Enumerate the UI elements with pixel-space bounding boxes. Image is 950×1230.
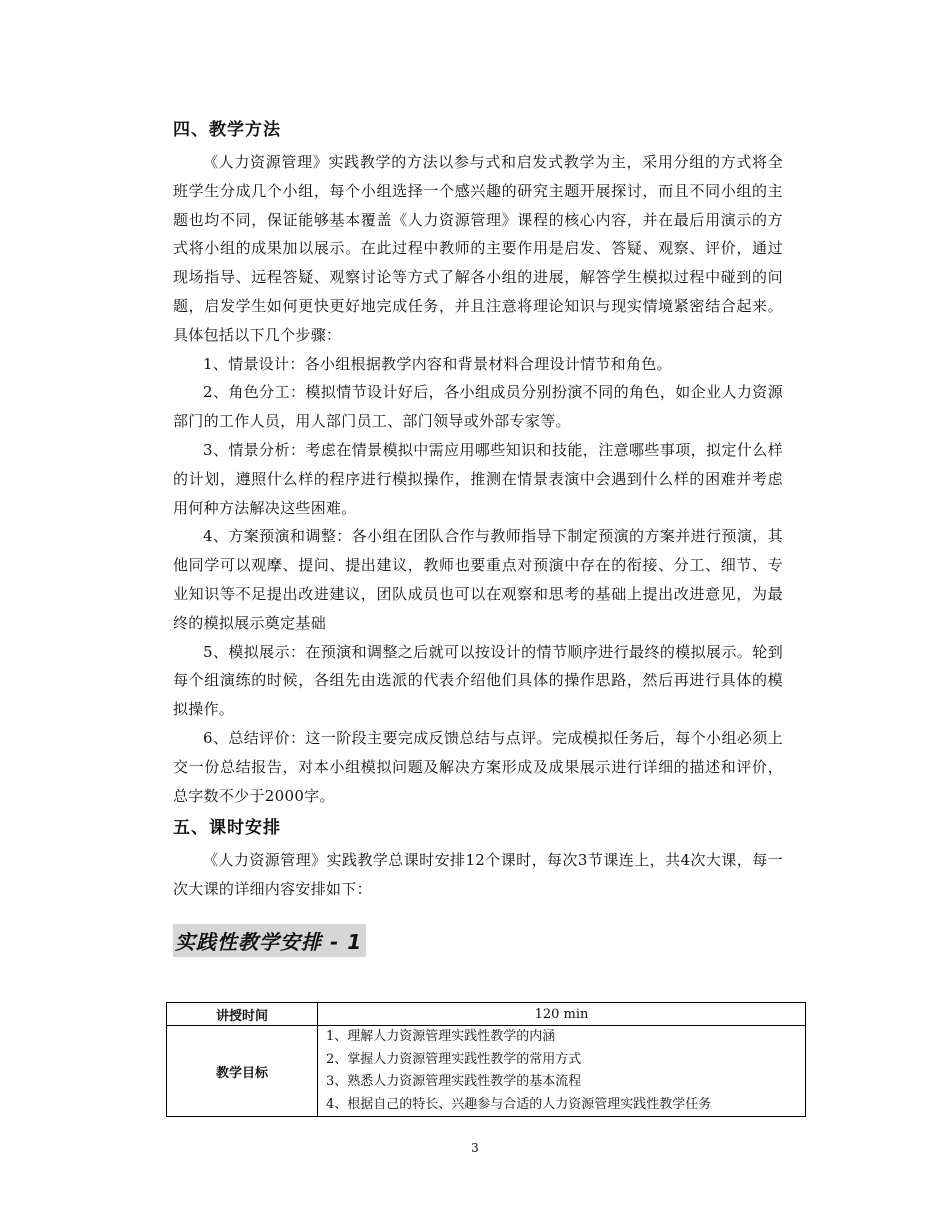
paragraph-step-3: 3、情景分析：考虑在情景模拟中需应用哪些知识和技能，注意哪些事项，拟定什么样的计划，遵照什么样的程序进行模拟操作，推测在情景表演中会遇到什么样的困难并考虑用何种方法解决这些困难。 [173,440,783,517]
schedule-title: 实践性教学安排 - 1 [173,924,366,957]
goal-item: 2、掌握人力资源管理实践性教学的常用方式 [326,1051,582,1067]
paragraph-step-6: 6、总结评价：这一阶段主要完成反馈总结与点评。完成模拟任务后，每个小组必须上交一份总结报告，对本小组模拟问题及解决方案形成及成果展示进行详细的描述和评价，总字数不少于2000字。 [173,728,783,805]
section-heading-teaching-methods: 四、教学方法 [173,120,281,140]
paragraph-step-4: 4、方案预演和调整：各小组在团队合作与教师指导下制定预演的方案并进行预演，其他同学可以观摩、提问、提出建议，教师也要重点对预演中存在的衔接、分工、细节、专业知识等不足提出改进建议，团队成员也可以在观察和思考的基础上提出改进意见，为最终的模拟展示奠定基础 [173,527,783,632]
goal-item: 1、理解人力资源管理实践性教学的内涵 [326,1029,556,1044]
time-value-cell: 120 min [318,1003,806,1026]
time-label-cell: 讲授时间 [167,1003,318,1026]
section-heading-class-hours: 五、课时安排 [173,818,281,839]
paragraph-step-2: 2、角色分工：模拟情节设计好后，各小组成员分别扮演不同的角色，如企业人力资源部门的工作人员，用人部门员工、部门领导或外部专家等。 [173,383,783,431]
paragraph-step-5: 5、模拟展示：在预演和调整之后就可以按设计的情节顺序进行最终的模拟展示。轮到每个组演练的时候，各组先由选派的代表介绍他们具体的操作思路，然后再进行具体的模拟操作。 [173,642,783,719]
paragraph-step-1: 1、情景设计：各小组根据教学内容和背景材料合理设计情节和角色。 [203,354,672,373]
goals-label-cell: 教学目标 [167,1026,318,1117]
table-row [167,1026,806,1117]
schedule-table [166,1002,806,1117]
table-row [167,1003,806,1026]
goals-cell [318,1026,806,1117]
page-body [173,118,783,967]
page-number: 3 [471,1141,479,1155]
goal-item: 4、根据自己的特长、兴趣参与合适的人力资源管理实践性教学任务 [326,1096,712,1112]
paragraph-methods-intro: 《人力资源管理》实践教学的方法以参与式和启发式教学为主，采用分组的方式将全班学生分成几个小组，每个小组选择一个感兴趣的研究主题开展探讨，而且不同小组的主题也均不同，保证能够基本覆盖《人力资源管理》课程的核心内容，并在最后用演示的方式将小组的成果加以展示。在此过程中教师的主要作用是启发、答疑、观察、评价，通过现场指导、远程答疑、观察讨论等方式了解各小组的进展，解答学生模拟过程中碰到的问题，启发学生如何更快更好地完成任务，并且注意将理论知识与现实情境紧密结合起来。具体包括以下几个步骤： [173,153,783,344]
paragraph-class-hours: 《人力资源管理》实践教学总课时安排12个课时，每次3节课连上，共4次大课，每一次大课的详细内容安排如下： [173,851,783,899]
goal-item: 3、熟悉人力资源管理实践性教学的基本流程 [326,1074,582,1089]
